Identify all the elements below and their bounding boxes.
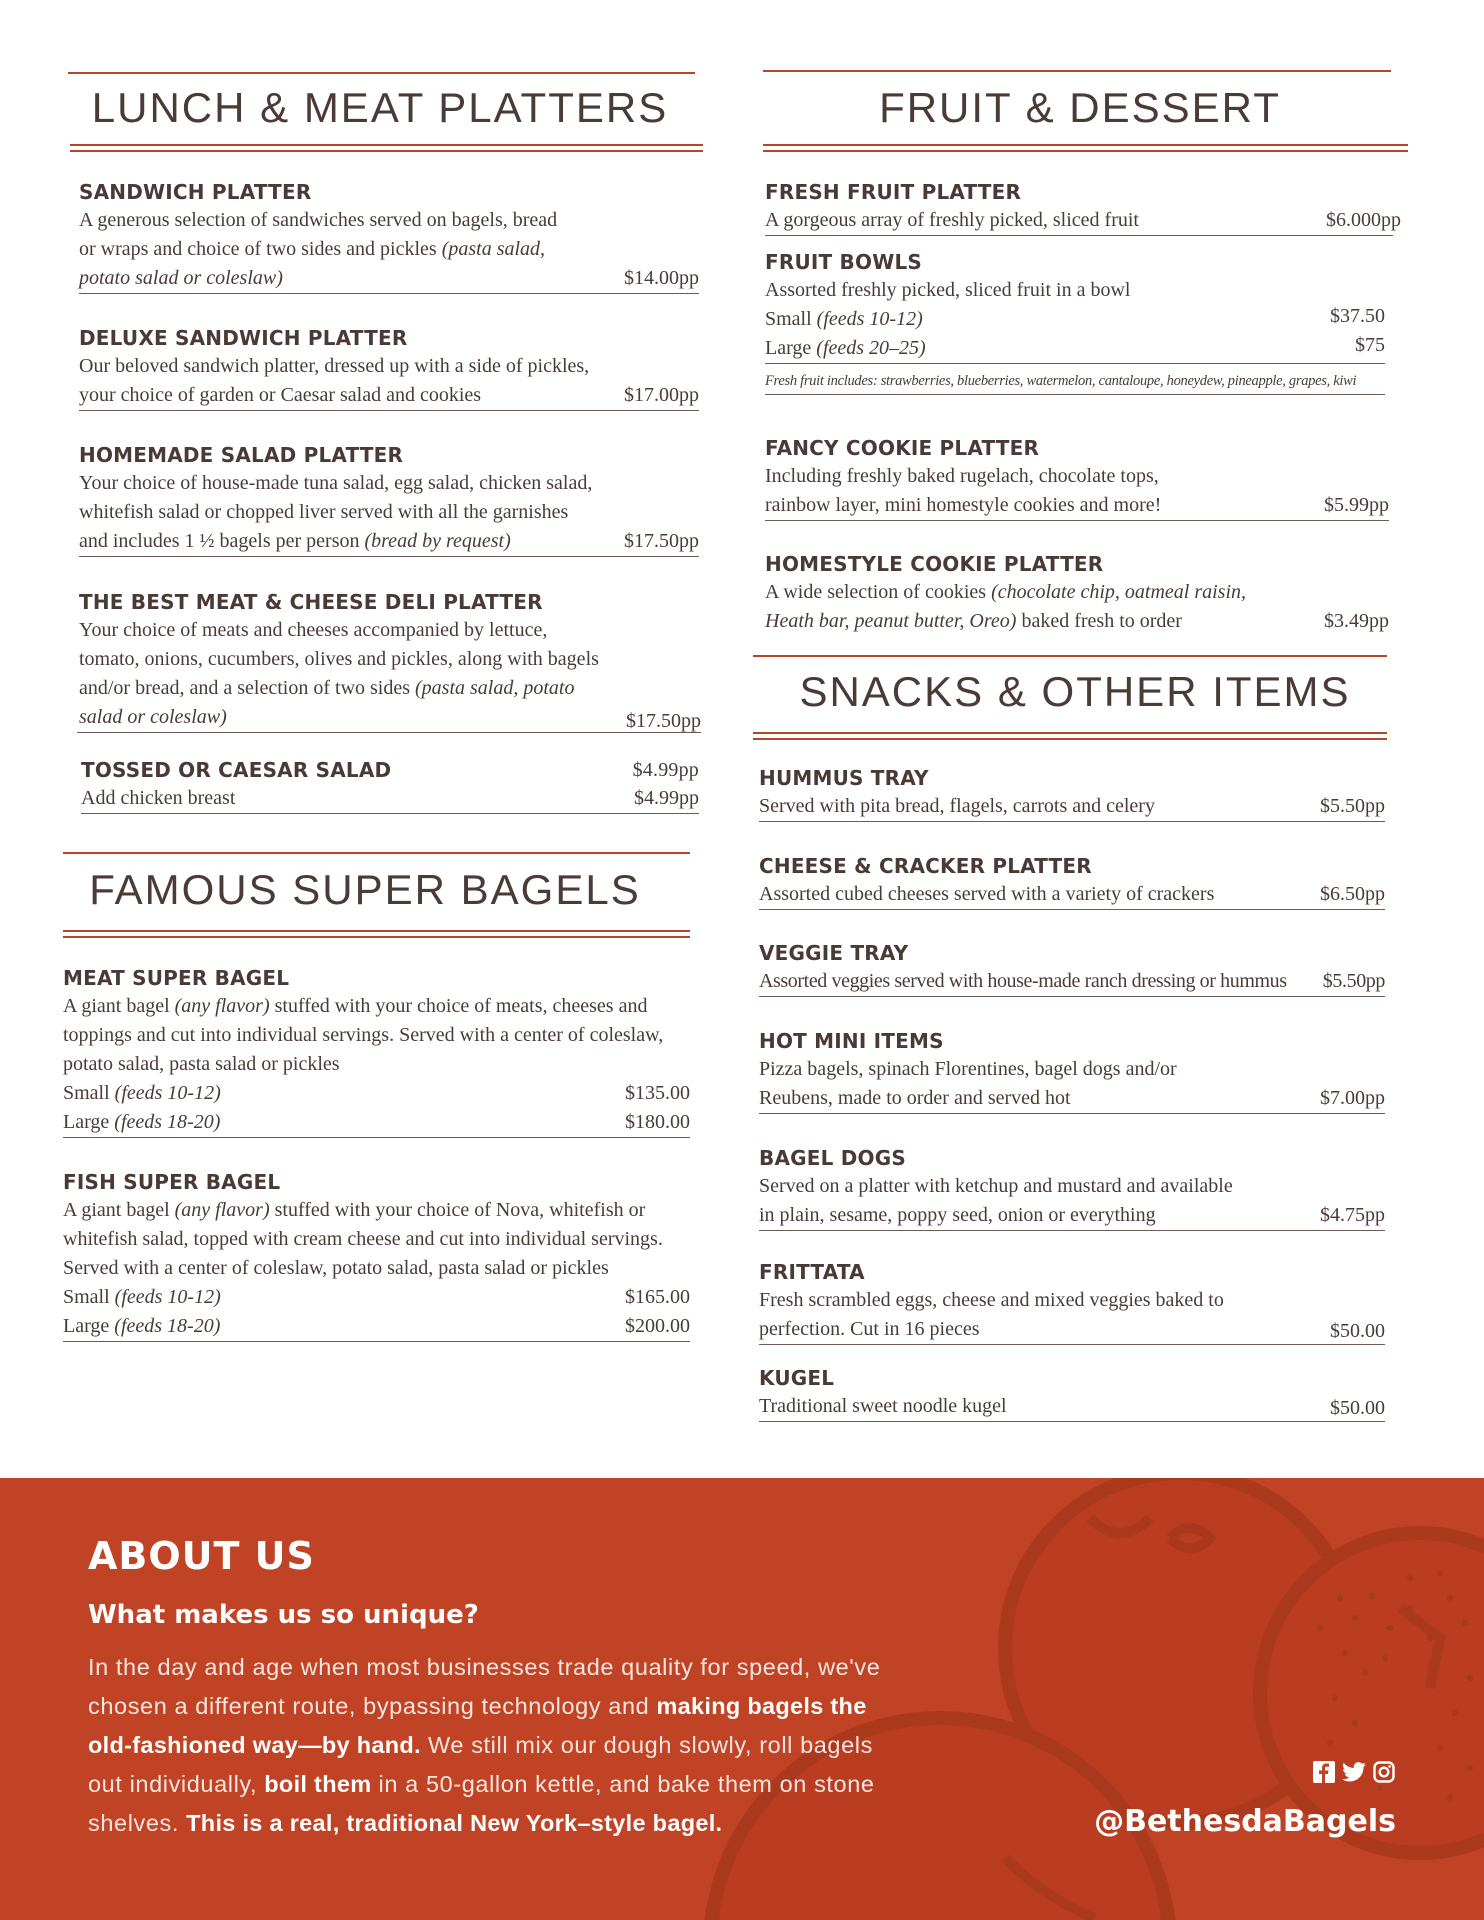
social-icons (1312, 1760, 1396, 1784)
about-title: ABOUT US (88, 1534, 315, 1578)
item-desc-italic: Heath bar, peanut butter, Oreo) (765, 610, 1017, 632)
menu-item-homemade-salad-platter (79, 441, 700, 557)
item-desc-line: Our beloved sandwich platter, dressed up with a side of pickles, (79, 355, 590, 377)
about-line (88, 1687, 968, 1726)
item-price: $6.50pp (1320, 883, 1385, 905)
item-price: $4.99pp (634, 787, 699, 809)
size-feeds: (feeds 10-12) (114, 1082, 221, 1104)
item-desc-text: Reubens, made to order and served hot (759, 1087, 1071, 1109)
about-subtitle: What makes us so unique? (88, 1600, 479, 1630)
size-label: Small (63, 1082, 110, 1104)
size-feeds: (feeds 10-12) (816, 308, 923, 330)
menu-item-homestyle-cookie-platter (765, 550, 1400, 636)
size-row-small (63, 1079, 690, 1108)
item-desc-text: A wide selection of cookies (765, 581, 987, 603)
item-name: TOSSED OR CAESAR SALAD (81, 758, 392, 782)
item-desc-text: Served with pita bread, flagels, carrots and celery (759, 795, 1155, 817)
item-desc-line: Served on a platter with ketchup and mustard and available (759, 1175, 1233, 1197)
item-desc-text: Assorted veggies served with house-made ranch dressing or hummus (759, 970, 1287, 992)
item-desc-line (63, 1196, 700, 1225)
item-price: $135.00 (625, 1082, 690, 1104)
item-desc-italic: (pasta salad, (441, 238, 546, 260)
item-desc-line (63, 992, 700, 1021)
about-line: In the day and age when most businesses trade quality for speed, we've (88, 1654, 881, 1680)
item-price: $5.99pp (1324, 494, 1389, 516)
size-feeds: (feeds 18-20) (114, 1111, 221, 1133)
item-price: $4.75pp (1320, 1204, 1385, 1226)
divider (70, 144, 703, 146)
about-line (88, 1726, 968, 1765)
item-price: $50.00 (1330, 1320, 1385, 1342)
item-desc-text: your choice of garden or Caesar salad and cookies (79, 384, 482, 406)
menu-item-cheese-cracker-platter (759, 852, 1400, 910)
size-row-large (63, 1312, 690, 1342)
item-desc-text: Add chicken breast (81, 787, 236, 809)
about-text: out individually, (88, 1771, 265, 1797)
item-name: HOT MINI ITEMS (759, 1029, 944, 1053)
menu-item-kugel (759, 1364, 1400, 1422)
menu-item-meat-cheese-deli-platter (79, 588, 700, 733)
item-price-line (765, 491, 1389, 521)
about-bold: old-fashioned way—by hand. (88, 1732, 421, 1758)
menu-item-deluxe-sandwich-platter (79, 324, 700, 411)
item-desc-line (765, 578, 1400, 607)
item-name: FRITTATA (759, 1260, 865, 1284)
item-desc-line: potato salad, pasta salad or pickles (63, 1053, 340, 1075)
item-name: FRESH FRUIT PLATTER (765, 180, 1022, 204)
item-price: $200.00 (625, 1315, 690, 1337)
size-feeds: (feeds 18-20) (114, 1315, 221, 1337)
item-price: $17.00pp (624, 384, 699, 406)
item-desc-italic: (pasta salad, potato (415, 677, 575, 699)
item-desc-italic: potato salad or coleslaw) (79, 267, 283, 289)
size-row-small (63, 1283, 690, 1312)
size-row-small (765, 305, 1385, 334)
item-name: DELUXE SANDWICH PLATTER (79, 326, 408, 350)
item-name: CHEESE & CRACKER PLATTER (759, 854, 1092, 878)
item-name: HOMEMADE SALAD PLATTER (79, 443, 404, 467)
item-price-line (759, 1315, 1385, 1345)
about-bold: This is a real, traditional New York–style bagel. (186, 1810, 723, 1836)
divider (63, 936, 690, 938)
item-desc-line: Served with a center of coleslaw, potato salad, pasta salad or pickles (63, 1257, 609, 1279)
menu-item-sandwich-platter (79, 178, 700, 294)
menu-item-tossed-caesar-salad (81, 756, 700, 814)
facebook-icon[interactable] (1312, 1760, 1336, 1784)
left-column (60, 0, 700, 1400)
about-bold: boil them (264, 1771, 372, 1797)
item-name: KUGEL (759, 1366, 835, 1390)
item-desc-italic: salad or coleslaw) (79, 706, 227, 728)
size-label: Small (63, 1286, 110, 1308)
twitter-icon[interactable] (1342, 1760, 1366, 1784)
item-desc-line (79, 235, 700, 264)
item-desc-line: Including freshly baked rugelach, chocolate tops, (765, 465, 1159, 487)
item-desc-text: stuffed with your choice of meats, cheeses and (274, 995, 648, 1017)
item-desc-line: Your choice of meats and cheeses accompanied by lettuce, (79, 619, 548, 641)
item-name: FANCY COOKIE PLATTER (765, 436, 1040, 460)
divider (63, 852, 690, 854)
item-price: $14.00pp (624, 267, 699, 289)
divider (753, 655, 1387, 657)
item-desc-line: Fresh scrambled eggs, cheese and mixed veggies baked to (759, 1289, 1224, 1311)
item-price: $75 (1355, 334, 1385, 356)
item-desc-text: rainbow layer, mini homestyle cookies and more! (765, 494, 1162, 516)
item-desc-text: A giant bagel (63, 995, 170, 1017)
item-price-line (77, 703, 701, 733)
social-handle[interactable]: @BethesdaBagels (1094, 1804, 1396, 1839)
item-name: FRUIT BOWLS (765, 250, 923, 274)
item-desc-italic: (chocolate chip, oatmeal raisin, (991, 581, 1247, 603)
item-desc-text: A gorgeous array of freshly picked, sliced fruit (765, 209, 1139, 231)
right-column (750, 0, 1400, 1440)
menu-item-bagel-dogs (759, 1144, 1400, 1231)
menu-item-fancy-cookie-platter (765, 434, 1400, 521)
item-desc-line: whitefish salad or chopped liver served with all the garnishes (79, 501, 569, 523)
size-row-large (63, 1108, 690, 1138)
item-price-line (759, 1201, 1385, 1231)
item-price: $17.50pp (624, 530, 699, 552)
divider (763, 144, 1408, 146)
size-feeds: (feeds 20–25) (816, 337, 926, 359)
divider (763, 150, 1408, 152)
item-price-line (759, 1084, 1385, 1114)
item-desc-italic: (any flavor) (174, 1199, 270, 1221)
menu-item-fish-super-bagel (63, 1168, 700, 1342)
item-price-line (759, 792, 1385, 822)
item-price-line (79, 264, 699, 294)
item-name: SANDWICH PLATTER (79, 180, 312, 204)
item-name-row (81, 756, 699, 784)
item-price: $50.00 (1330, 1397, 1385, 1419)
about-text: shelves. (88, 1810, 187, 1836)
item-desc-line (79, 674, 700, 703)
size-label: Large (765, 337, 812, 359)
item-price: $5.50pp (1322, 970, 1385, 992)
menu-item-veggie-tray (759, 939, 1400, 997)
menu-item-meat-super-bagel (63, 964, 700, 1138)
item-price-line (79, 527, 699, 557)
menu-item-frittata (759, 1258, 1400, 1345)
divider (753, 732, 1387, 734)
menu-item-hot-mini-items (759, 1027, 1400, 1114)
item-price: $17.50pp (626, 710, 701, 732)
item-name: BAGEL DOGS (759, 1146, 906, 1170)
item-price: $165.00 (625, 1286, 690, 1308)
item-desc-text: perfection. Cut in 16 pieces (759, 1318, 980, 1340)
item-desc-text: or wraps and choice of two sides and pickles (79, 238, 437, 260)
fruit-note: Fresh fruit includes: strawberries, blueberries, watermelon, cantaloupe, honeydew, pineapple, grapes, kiwi (765, 364, 1385, 395)
section-title-lunch: LUNCH & MEAT PLATTERS (91, 84, 669, 131)
size-label: Large (63, 1111, 110, 1133)
item-desc-text: and/or bread, and a selection of two sides (79, 677, 411, 699)
section-title-bagels: FAMOUS SUPER BAGELS (89, 866, 641, 913)
size-feeds: (feeds 10-12) (114, 1286, 221, 1308)
item-price: $5.50pp (1320, 795, 1385, 817)
about-line (88, 1765, 968, 1804)
divider (753, 738, 1387, 740)
item-desc-text: in plain, sesame, poppy seed, onion or everything (759, 1204, 1156, 1226)
item-name: HOMESTYLE COOKIE PLATTER (765, 552, 1104, 576)
item-price: $6.000pp (1326, 209, 1401, 231)
instagram-icon[interactable] (1372, 1760, 1396, 1784)
about-line (88, 1804, 968, 1843)
item-price: $37.50 (1330, 305, 1385, 327)
item-name: HUMMUS TRAY (759, 766, 929, 790)
item-price: $3.49pp (1324, 610, 1389, 632)
about-text: We still mix our dough slowly, roll bagels (420, 1732, 873, 1758)
section-title-fruit: FRUIT & DESSERT (879, 84, 1281, 131)
about-text: in a 50-gallon kettle, and bake them on stone (371, 1771, 875, 1797)
item-price: $7.00pp (1320, 1087, 1385, 1109)
size-row-large (765, 334, 1385, 364)
item-desc-line: tomato, onions, cucumbers, olives and pickles, along with bagels (79, 648, 599, 670)
item-desc-line: Your choice of house-made tuna salad, egg salad, chicken salad, (79, 472, 593, 494)
item-desc-text: A giant bagel (63, 1199, 170, 1221)
item-name: FISH SUPER BAGEL (63, 1170, 281, 1194)
about-us-band (0, 1478, 1484, 1920)
item-price-line (759, 880, 1385, 910)
item-price-line (79, 381, 699, 411)
item-desc-line: toppings and cut into individual servings. Served with a center of coleslaw, (63, 1024, 664, 1046)
menu-item-hummus-tray (759, 764, 1400, 822)
item-desc-italic: (bread by request) (364, 530, 511, 552)
about-bold: making bagels the (656, 1693, 867, 1719)
item-desc-text: baked fresh to order (1021, 610, 1182, 632)
item-price: $180.00 (625, 1111, 690, 1133)
item-name: VEGGIE TRAY (759, 941, 909, 965)
item-price-line (765, 607, 1389, 636)
item-price: $4.99pp (632, 759, 699, 781)
divider (70, 150, 703, 152)
size-label: Large (63, 1315, 110, 1337)
about-body (88, 1648, 968, 1843)
divider (63, 930, 690, 932)
item-desc-italic: (any flavor) (174, 995, 270, 1017)
item-desc-line: Assorted freshly picked, sliced fruit in a bowl (765, 279, 1131, 301)
item-desc-line: Pizza bagels, spinach Florentines, bagel dogs and/or (759, 1058, 1177, 1080)
section-title-snacks: SNACKS & OTHER ITEMS (799, 668, 1351, 715)
item-desc-line: whitefish salad, topped with cream cheese and cut into individual servings. (63, 1228, 663, 1250)
item-price-line (81, 784, 699, 814)
item-price-line (759, 967, 1385, 997)
divider (68, 72, 695, 74)
about-text: chosen a different route, bypassing technology and (88, 1693, 657, 1719)
menu-item-fresh-fruit-platter (765, 178, 1400, 236)
item-name: THE BEST MEAT & CHEESE DELI PLATTER (79, 590, 543, 614)
item-desc-text: and includes 1 ½ bagels per person (79, 530, 360, 552)
item-name: MEAT SUPER BAGEL (63, 966, 290, 990)
item-price-line (759, 1392, 1385, 1422)
item-desc-text: Assorted cubed cheeses served with a variety of crackers (759, 883, 1215, 905)
item-desc-line: A generous selection of sandwiches served on bagels, bread (79, 209, 558, 231)
item-desc-text: Traditional sweet noodle kugel (759, 1395, 1007, 1417)
divider (763, 70, 1391, 72)
size-label: Small (765, 308, 812, 330)
item-desc-text: stuffed with your choice of Nova, whitefish or (274, 1199, 646, 1221)
menu-item-fruit-bowls (765, 248, 1400, 395)
item-price-line (765, 206, 1401, 236)
